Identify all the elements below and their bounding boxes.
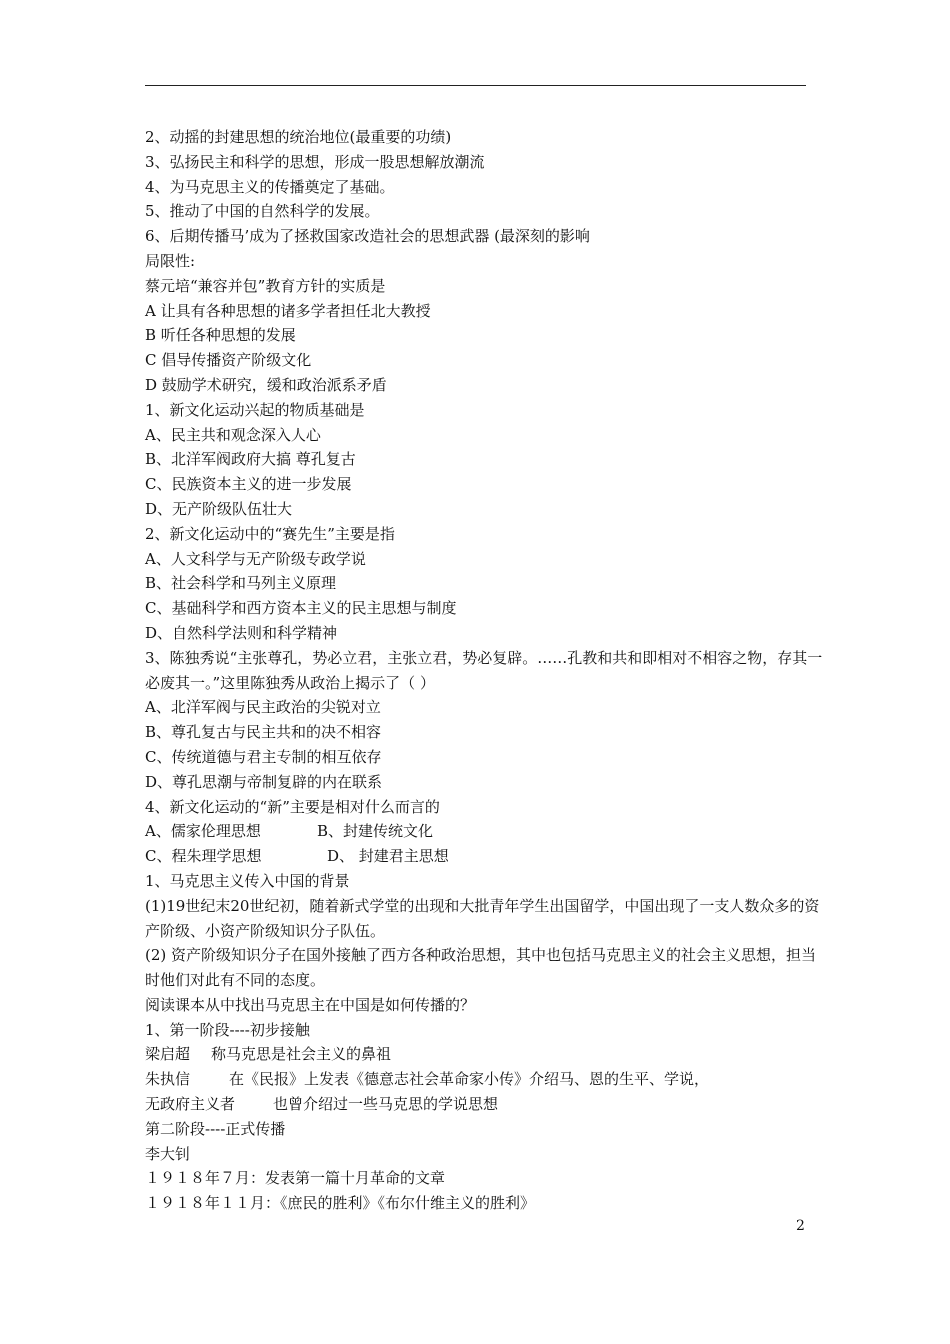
option-line: C、基础科学和西方资本主义的民主思想与制度 <box>145 599 457 618</box>
text-line: １９１８年１１月：《庶民的胜利》《布尔什维主义的胜利》 <box>145 1194 536 1213</box>
option-c: C、程朱理学思想 <box>145 847 262 866</box>
option-line: B、尊孔复古与民主共和的决不相容 <box>145 723 382 742</box>
option-b: B、封建传统文化 <box>317 822 434 841</box>
person-desc: 称马克思是社会主义的鼻祖 <box>211 1045 392 1064</box>
person-name: 朱执信 <box>145 1070 191 1089</box>
person-name: 无政府主义者 <box>145 1095 236 1114</box>
option-line: B、北洋军阀政府大搞 尊孔复古 <box>145 450 356 469</box>
text-line: 1、第一阶段----初步接触 <box>145 1020 310 1039</box>
option-line: D、自然科学法则和科学精神 <box>145 623 338 642</box>
question-stem: 2、新文化运动中的“赛先生”主要是指 <box>145 524 395 543</box>
text-line: １９１８年７月：发表第一篇十月革命的文章 <box>145 1169 446 1188</box>
person-name: 梁启超 <box>145 1045 191 1064</box>
option-line: A 让具有各种思想的诸多学者担任北大教授 <box>145 301 431 320</box>
document-body <box>145 125 825 1216</box>
stage1-row <box>145 1067 825 1092</box>
text-line: 第二阶段----正式传播 <box>145 1119 286 1138</box>
person-desc: 也曾介绍过一些马克思的学说思想 <box>273 1095 499 1114</box>
option-line: A、北洋军阀与民主政治的尖锐对立 <box>145 698 381 717</box>
option-line: B 听任各种思想的发展 <box>145 326 296 345</box>
option-line: C、传统道德与君主专制的相互依存 <box>145 747 382 766</box>
paragraph: (2) 资产阶级知识分子在国外接触了西方各种政治思想，其中也包括马克思主义的社会主义思想，担当时他们对此有不同的态度。 <box>145 946 817 990</box>
option-d: D、 封建君主思想 <box>327 847 449 866</box>
option-row <box>145 819 825 844</box>
person-desc: 在《民报》上发表《德意志社会革命家小传》介绍马、恩的生平、学说， <box>229 1070 710 1089</box>
option-line: C 倡导传播资产阶级文化 <box>145 351 312 370</box>
question-stem: 3、陈独秀说“主张尊孔，势必立君，主张立君，势必复辟。……孔教和共和即相对不相容之物，存其一必废其一。”这里陈独秀从政治上揭示了（ ） <box>145 648 823 692</box>
option-a: A、儒家伦理思想 <box>145 822 261 841</box>
paragraph: (1)19世纪末20世纪初，随着新式学堂的出现和大批青年学生出国留学，中国出现了一支人数众多的资产阶级、小资产阶级知识分子队伍。 <box>145 896 820 940</box>
question-stem: 4、新文化运动的“新”主要是相对什么而言的 <box>145 797 440 816</box>
option-row <box>145 844 825 869</box>
stage1-row <box>145 1042 825 1067</box>
text-line: 4、为马克思主义的传播奠定了基础。 <box>145 177 395 196</box>
option-line: A、人文科学与无产阶级专政学说 <box>145 549 366 568</box>
question-stem: 蔡元培“兼容并包”教育方针的实质是 <box>145 276 386 295</box>
text-line: 6、后期传播马’成为了拯救国家改造社会的思想武器 (最深刻的影响 <box>145 227 590 246</box>
question-stem: 1、新文化运动兴起的物质基础是 <box>145 400 365 419</box>
text-line: 3、弘扬民主和科学的思想，形成一股思想解放潮流 <box>145 152 485 171</box>
header-rule <box>145 85 806 86</box>
text-line: 阅读课本从中找出马克思主在中国是如何传播的？ <box>145 995 476 1014</box>
option-line: B、社会科学和马列主义原理 <box>145 574 337 593</box>
text-line: 2、动摇的封建思想的统治地位(最重要的功绩) <box>145 128 452 146</box>
text-line: 5、推动了中国的自然科学的发展。 <box>145 202 380 221</box>
option-line: C、民族资本主义的进一步发展 <box>145 475 352 494</box>
section-title: 1、马克思主义传入中国的背景 <box>145 871 350 890</box>
page-number: 2 <box>796 1218 805 1234</box>
section-label: 局限性: <box>145 251 196 270</box>
stage1-row <box>145 1092 825 1117</box>
option-line: D、无产阶级队伍壮大 <box>145 499 293 518</box>
option-line: D、尊孔思潮与帝制复辟的内在联系 <box>145 772 383 791</box>
option-line: A、民主共和观念深入人心 <box>145 425 321 444</box>
text-line: 李大钊 <box>145 1144 191 1163</box>
option-line: D 鼓励学术研究，缓和政治派系矛盾 <box>145 375 387 394</box>
